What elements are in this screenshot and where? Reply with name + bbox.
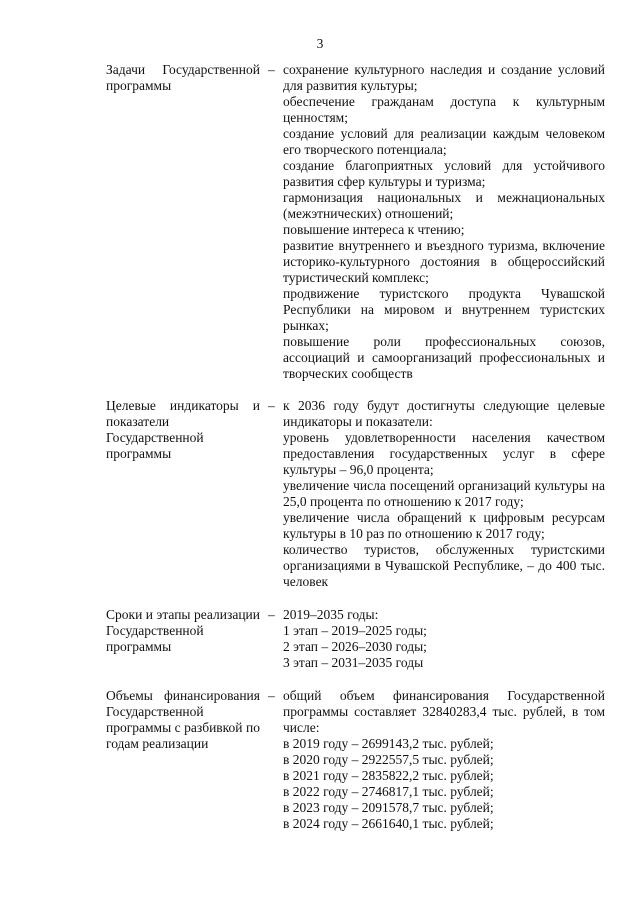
section-label: Объемы финансирования Государственной программы с разбивкой по годам реализации bbox=[106, 688, 260, 751]
dash: – bbox=[268, 62, 275, 77]
list-item: увеличение числа обращений к цифровым ресурсам культуры в 10 раз по отношению к 2017 году; bbox=[283, 510, 605, 541]
list-item: 3 этап – 2031–2035 годы bbox=[283, 655, 424, 670]
list-item: в 2024 году – 2661640,1 тыс. рублей; bbox=[283, 816, 494, 831]
section-items bbox=[283, 398, 605, 590]
list-item: 2 этап – 2026–2030 годы; bbox=[283, 639, 427, 654]
list-item: продвижение туристского продукта Чувашской Республики на мировом и внутреннем туристских рынках; bbox=[283, 286, 605, 333]
list-item: обеспечение гражданам доступа к культурным ценностям; bbox=[283, 94, 605, 125]
section-label: Задачи Государственной программы bbox=[106, 62, 260, 93]
list-item: в 2021 году – 2835822,2 тыс. рублей; bbox=[283, 768, 494, 783]
list-item: 1 этап – 2019–2025 годы; bbox=[283, 623, 427, 638]
section-label: Сроки и этапы реализации Государственной программы bbox=[106, 607, 260, 654]
list-item: повышение интереса к чтению; bbox=[283, 222, 465, 237]
section-items bbox=[283, 607, 605, 671]
list-item: 2019–2035 годы: bbox=[283, 607, 379, 622]
page-number: 3 bbox=[316, 36, 324, 51]
list-item: количество туристов, обслуженных туристскими организациями в Чувашской Республике, – до 400 тыс. человек bbox=[283, 542, 605, 589]
list-item: увеличение числа посещений организаций культуры на 25,0 процента по отношению к 2017 году; bbox=[283, 478, 605, 509]
list-item: повышение роли профессиональных союзов, ассоциаций и самоорганизаций профессиональных и творческих сообществ bbox=[283, 334, 605, 381]
section-label: Целевые индикаторы и показатели Государственной программы bbox=[106, 398, 260, 461]
list-item: в 2019 году – 2699143,2 тыс. рублей; bbox=[283, 736, 494, 751]
list-item: создание условий для реализации каждым человеком его творческого потенциала; bbox=[283, 126, 605, 157]
list-item: к 2036 году будут достигнуты следующие целевые индикаторы и показатели: bbox=[283, 398, 605, 429]
section-items bbox=[283, 62, 605, 382]
list-item: в 2020 году – 2922557,5 тыс. рублей; bbox=[283, 752, 494, 767]
list-item: сохранение культурного наследия и создание условий для развития культуры; bbox=[283, 62, 605, 93]
dash: – bbox=[268, 688, 275, 703]
list-item: в 2023 году – 2091578,7 тыс. рублей; bbox=[283, 800, 494, 815]
list-item: гармонизация национальных и межнациональных (межэтнических) отношений; bbox=[283, 190, 605, 221]
list-item: создание благоприятных условий для устойчивого развития сфер культуры и туризма; bbox=[283, 158, 605, 189]
section-items bbox=[283, 688, 605, 832]
dash: – bbox=[268, 607, 275, 622]
dash: – bbox=[268, 398, 275, 413]
list-item: в 2022 году – 2746817,1 тыс. рублей; bbox=[283, 784, 494, 799]
list-item: развитие внутреннего и въездного туризма, включение историко-культурного достояния в общероссийский туристический комплекс; bbox=[283, 238, 605, 285]
list-item: общий объем финансирования Государственной программы составляет 32840283,4 тыс. рублей, в том числе: bbox=[283, 688, 605, 735]
list-item: уровень удовлетворенности населения качеством предоставления государственных услуг в сфере культуры – 96,0 процента; bbox=[283, 430, 605, 477]
